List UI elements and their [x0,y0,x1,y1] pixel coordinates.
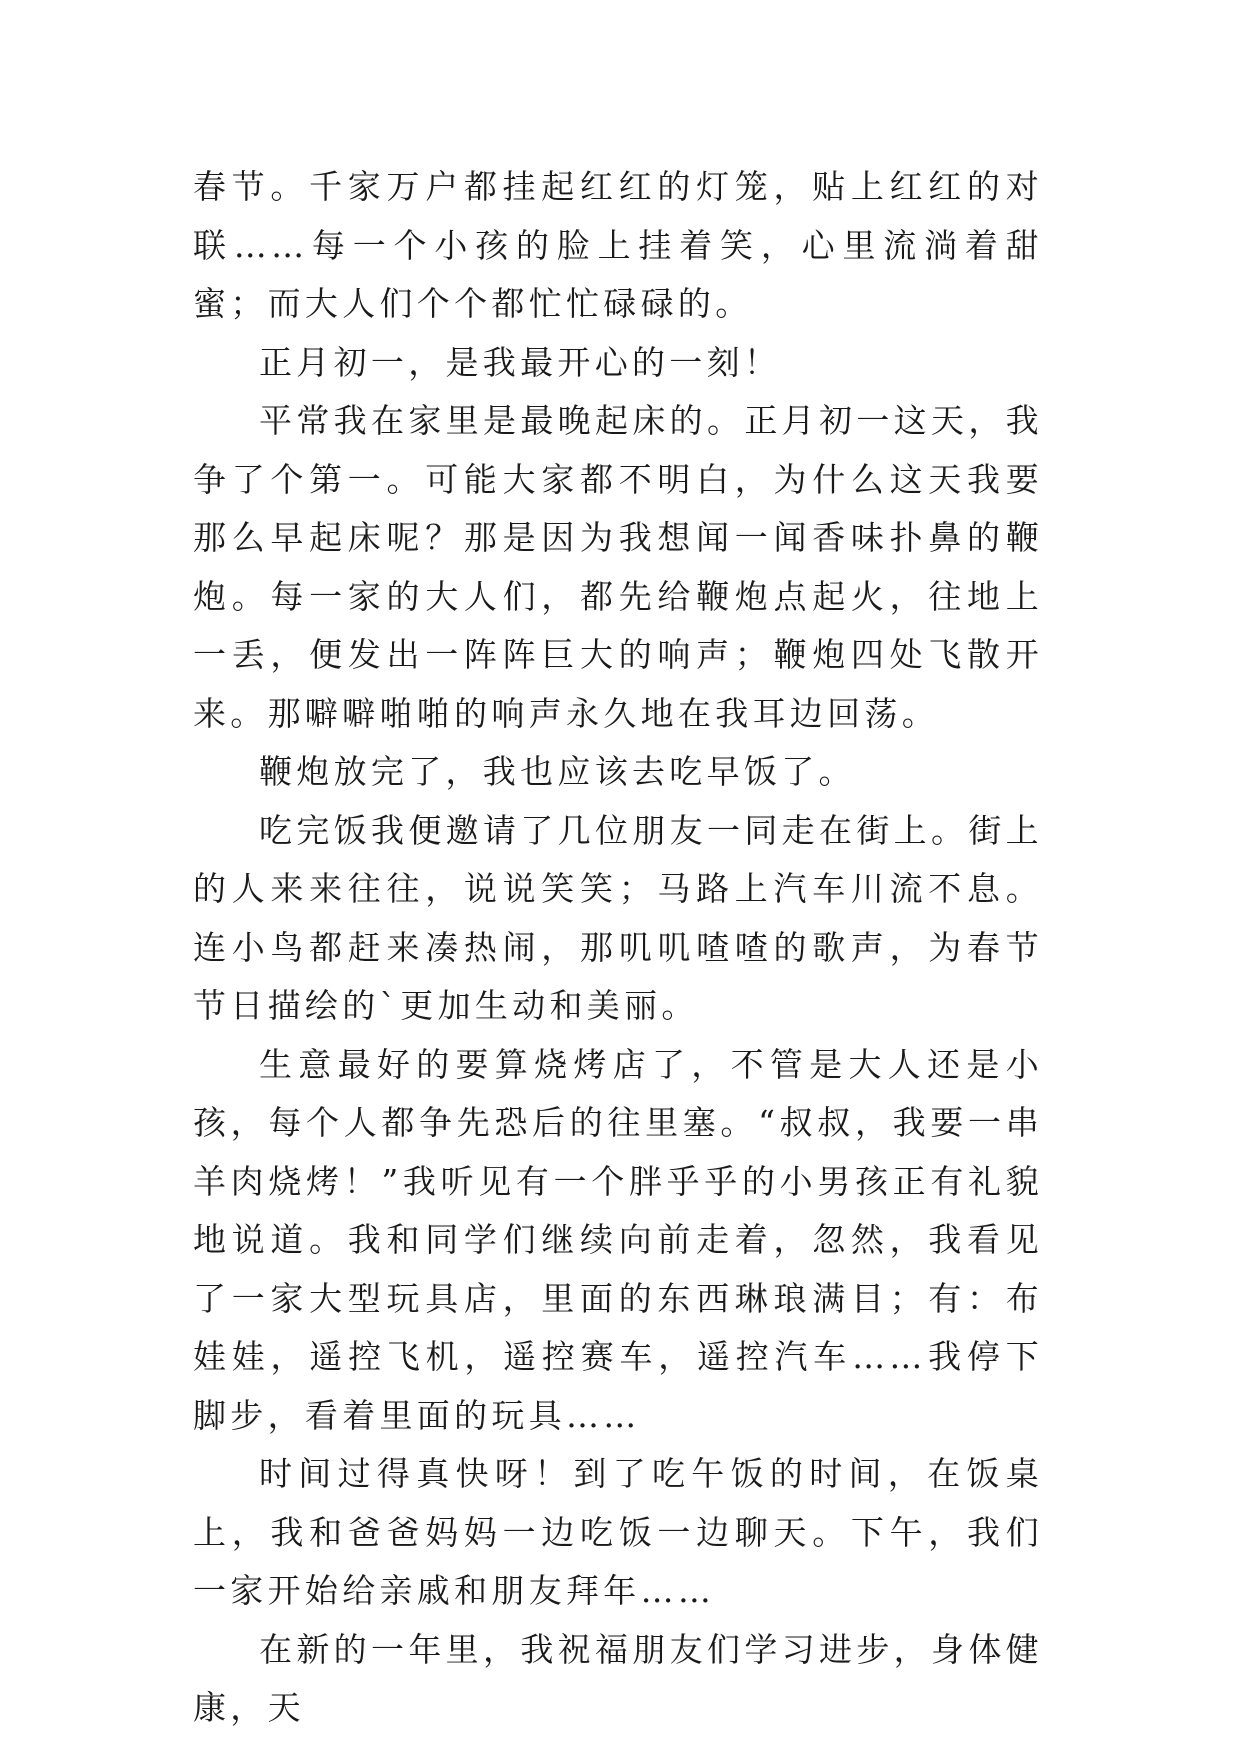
paragraph-street-walk: 吃完饭我便邀请了几位朋友一同走在街上。街上的人来来往往，说说笑笑；马路上汽车川流不息。连小鸟都赶来凑热闹，那叽叽喳喳的歌声，为春节节日描绘的`更加生动和美丽。 [193,810,1043,1025]
paragraph-new-year-wishes: 在新的一年里，我祝福朋友们学习进步，身体健康，天 [193,1629,1043,1727]
paragraph-lunch-visits: 时间过得真快呀！到了吃午饭的时间，在饭桌上，我和爸爸妈妈一边吃饭一边聊天。下午，我们一家开始给亲戚和朋友拜年…… [193,1454,1043,1610]
paragraph-spring-festival-intro: 春节。千家万户都挂起红红的灯笼，贴上红红的对联……每一个小孩的脸上挂着笑，心里流淌着甜蜜；而大人们个个都忙忙碌碌的。 [193,167,1043,323]
paragraph-new-year-day: 正月初一，是我最开心的一刻！ [259,342,782,382]
essay-body [193,158,1043,1738]
paragraph-firecrackers: 平常我在家里是最晚起床的。正月初一这天，我争了个第一。可能大家都不明白，为什么这天我要那么早起床呢？那是因为我想闻一闻香味扑鼻的鞭炮。每一家的大人们，都先给鞭炮点起火，往地上一丢，便发出一阵阵巨大的响声；鞭炮四处飞散开来。那噼噼啪啪的响声永久地在我耳边回荡。 [193,401,1043,733]
paragraph-barbecue-toy-shop: 生意最好的要算烧烤店了，不管是大人还是小孩，每个人都争先恐后的往里塞。“叔叔，我要一串羊肉烧烤！”我听见有一个胖乎乎的小男孩正有礼貌地说道。我和同学们继续向前走着，忽然，我看见了一家大型玩具店，里面的东西琳琅满目；有：布娃娃，遥控飞机，遥控赛车，遥控汽车……我停下脚步，看着里面的玩具…… [193,1044,1043,1435]
paragraph-breakfast: 鞭炮放完了，我也应该去吃早饭了。 [259,752,856,791]
